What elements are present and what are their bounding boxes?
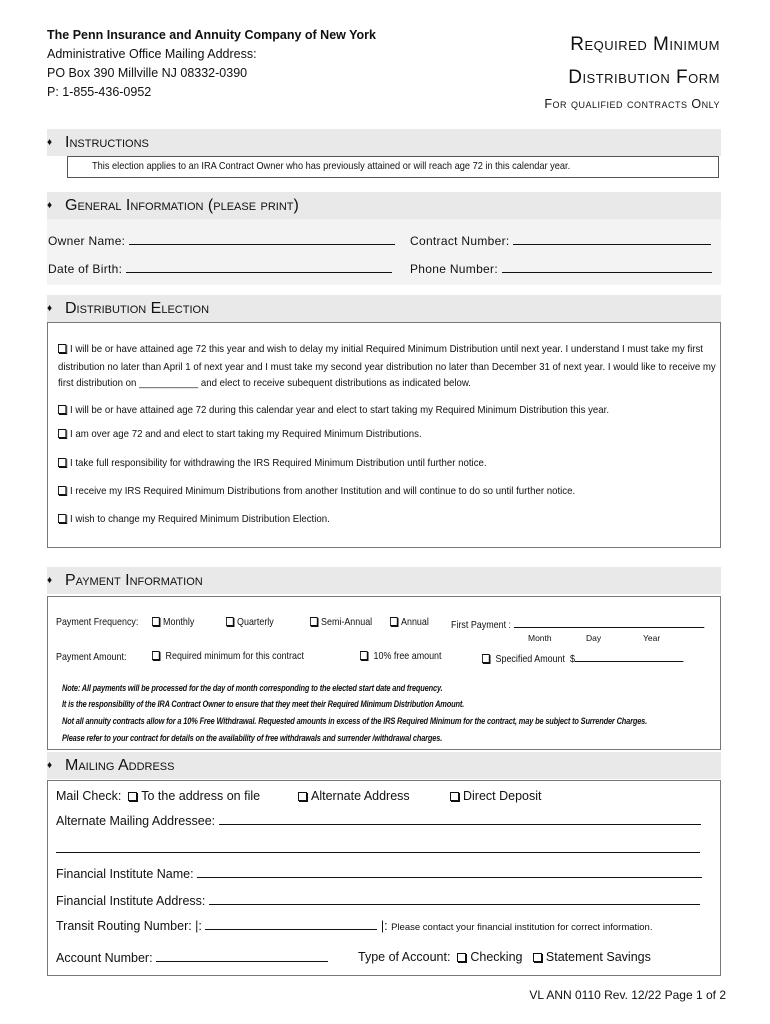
bullet-icon: ♦: [47, 200, 53, 211]
savings-checkbox[interactable]: [533, 953, 542, 962]
option-text: Semi-Annual: [321, 616, 373, 628]
day-caption: Day: [586, 633, 602, 643]
checkbox[interactable]: [58, 514, 66, 523]
contract-number-field[interactable]: [513, 233, 711, 245]
option-text: Direct Deposit: [463, 789, 542, 803]
option-text: Annual: [401, 616, 429, 628]
instructions-title: Instructions: [65, 134, 149, 151]
monthly-option[interactable]: [152, 616, 194, 628]
to-address-checkbox[interactable]: [128, 792, 137, 801]
dob-field[interactable]: [126, 261, 392, 273]
option-text: Quarterly: [237, 616, 274, 628]
payment-frequency-label: Payment Frequency:: [56, 616, 139, 628]
dollar-sign: $: [569, 653, 575, 665]
dob-label: Date of Birth:: [48, 262, 123, 276]
option-text: 10% free amount: [373, 650, 442, 662]
checkbox[interactable]: [58, 405, 66, 414]
distribution-option-change[interactable]: [58, 513, 330, 525]
instructions-heading: [47, 129, 721, 156]
specified-amount-option[interactable]: [482, 650, 684, 665]
option-text: Specified Amount: [495, 653, 565, 665]
distribution-option-delay-cont2: [58, 377, 471, 389]
checkbox[interactable]: [152, 651, 160, 660]
company-header: [47, 26, 376, 102]
phone-number-label: Phone Number:: [410, 262, 498, 276]
phone: P: 1-855-436-0952: [47, 85, 152, 99]
alternate-address-option[interactable]: [298, 789, 410, 803]
general-info-title: General Information (please print): [65, 197, 299, 214]
option-text: Monthly: [163, 616, 195, 628]
direct-deposit-option[interactable]: [450, 789, 542, 803]
institute-name-label: Financial Institute Name:: [56, 867, 194, 881]
instructions-text: This election applies to an IRA Contract Owner who has previously attained or will reach age 72 in this calendar year.: [92, 160, 571, 172]
payment-note-1: Note: All payments will be processed for the day of month corresponding to the elected start date and frequency.: [62, 683, 443, 694]
option-text: I will be or have attained age 72 this year and wish to delay my initial Required Minimum Distribution until next year. I understand I must take my first: [69, 343, 703, 355]
distribution-option-delay-cont: [58, 361, 716, 373]
option-text: I receive my IRS Required Minimum Distributions from another Institution and will continue to do so until further notice.: [69, 485, 576, 497]
instructions-box: [67, 156, 719, 178]
distribution-option-full-responsibility[interactable]: [58, 457, 487, 469]
checkbox[interactable]: [482, 654, 490, 663]
mailing-title: Mailing Address: [65, 757, 175, 774]
checkbox[interactable]: [450, 792, 459, 801]
checkbox[interactable]: [360, 651, 368, 660]
mail-check-row: [56, 789, 260, 803]
checkbox[interactable]: [58, 486, 66, 495]
checking-checkbox[interactable]: [457, 953, 466, 962]
option-text: Required minimum for this contract: [165, 650, 304, 662]
alternate-addressee-field-line2[interactable]: [56, 852, 700, 853]
month-caption: Month: [528, 633, 552, 643]
distribution-option-delay[interactable]: [58, 343, 703, 355]
option-text: I am over age 72 and and elect to start taking my Required Minimum Distributions.: [69, 428, 422, 440]
option-text: Alternate Address: [311, 789, 410, 803]
company-name: The Penn Insurance and Annuity Company of New York: [47, 28, 376, 42]
bullet-icon: ♦: [47, 137, 53, 148]
form-subtitle: For qualified contracts Only: [544, 97, 720, 111]
checkbox[interactable]: [310, 617, 318, 626]
address-label: Administrative Office Mailing Address:: [47, 47, 257, 61]
transit-routing-field[interactable]: [205, 918, 377, 930]
checkbox[interactable]: [390, 617, 398, 626]
savings-label: Statement Savings: [545, 950, 651, 964]
bullet-icon: ♦: [47, 303, 53, 314]
account-number-field[interactable]: [156, 950, 328, 962]
general-info-heading: [47, 192, 721, 219]
title-line-1: Required Minimum: [570, 34, 720, 55]
payment-heading: [47, 567, 721, 594]
transit-routing-label: Transit Routing Number: |:: [56, 919, 202, 933]
owner-name-row: [48, 233, 395, 248]
first-payment-field[interactable]: [514, 616, 704, 628]
owner-name-field[interactable]: [129, 233, 395, 245]
payment-note-3: Not all annuity contracts allow for a 10% Free Withdrawal. Requested amounts in excess of the IRS Required Minimum for the contract, may be subject to Surrender Charges.: [62, 716, 648, 727]
annual-option[interactable]: [390, 616, 429, 628]
bullet-icon: ♦: [47, 760, 53, 771]
page-footer: VL ANN 0110 Rev. 12/22 Page 1 of 2: [529, 988, 726, 1002]
mail-check-label: Mail Check:: [56, 789, 122, 803]
institute-name-field[interactable]: [197, 866, 702, 878]
semi-annual-option[interactable]: [310, 616, 372, 628]
option-text: I will be or have attained age 72 during this calendar year and elect to start taking my Required Minimum Distribution this year.: [69, 404, 610, 416]
contract-number-row: [410, 233, 711, 248]
required-minimum-option[interactable]: [152, 650, 304, 662]
po-box: PO Box 390 Millville NJ 08332-0390: [47, 66, 248, 80]
checkbox[interactable]: [226, 617, 234, 626]
institute-name-row: [56, 866, 702, 881]
payment-note-4: Please refer to your contract for details on the availability of free withdrawals and surrender /withdrawal charges.: [62, 733, 443, 744]
owner-name-label: Owner Name:: [48, 234, 126, 248]
free-amount-option[interactable]: [360, 650, 442, 662]
distribution-heading: [47, 295, 721, 322]
alternate-addressee-label: Alternate Mailing Addressee:: [56, 814, 216, 828]
checkbox[interactable]: [298, 792, 307, 801]
specified-amount-field[interactable]: [575, 650, 684, 662]
checkbox[interactable]: [58, 344, 66, 353]
institute-address-label: Financial Institute Address:: [56, 894, 206, 908]
form-title: [544, 28, 720, 114]
quarterly-option[interactable]: [226, 616, 274, 628]
mailing-heading: [47, 752, 721, 779]
phone-number-row: [410, 261, 712, 276]
first-payment-row: [451, 616, 704, 631]
contract-number-label: Contract Number:: [410, 234, 510, 248]
title-line-2: Distribution Form: [568, 67, 720, 88]
option-text: I take full responsibility for withdrawing the IRS Required Minimum Distribution until further notice.: [69, 457, 487, 469]
option-text: first distribution on ___________ and elect to receive subequent distributions as indicated below.: [58, 377, 471, 389]
dob-row: [48, 261, 392, 276]
checking-label: Checking: [470, 950, 523, 964]
bullet-icon: ♦: [47, 575, 53, 586]
alternate-addressee-row: [56, 813, 701, 828]
year-caption: Year: [643, 633, 661, 643]
checkbox[interactable]: [58, 458, 66, 467]
option-text: I wish to change my Required Minimum Distribution Election.: [69, 513, 330, 525]
account-type-row: [358, 950, 651, 964]
transit-note: Please contact your financial institution for correct information.: [391, 922, 653, 933]
payment-title: Payment Information: [65, 572, 203, 589]
distribution-option-this-year[interactable]: [58, 404, 609, 416]
transit-routing-end: |:: [380, 919, 388, 933]
first-payment-label: First Payment :: [451, 619, 512, 631]
transit-routing-row: [56, 918, 652, 933]
phone-number-field[interactable]: [502, 261, 712, 273]
payment-note-2: It is the responsibility of the IRA Contract Owner to ensure that they meet their Required Minimum Distribution Amount.: [62, 699, 465, 710]
account-number-row: [56, 950, 328, 965]
checkbox[interactable]: [152, 617, 160, 626]
checkbox[interactable]: [58, 429, 66, 438]
payment-amount-label: Payment Amount:: [56, 651, 127, 663]
account-number-label: Account Number:: [56, 951, 153, 965]
to-address-label: To the address on file: [141, 789, 261, 803]
institute-address-row: [56, 893, 700, 908]
distribution-title: Distribution Election: [65, 300, 210, 317]
institute-address-field[interactable]: [209, 893, 700, 905]
option-text: distribution no later than April 1 of next year and I must take my second year distribution no later than December 31 of next year. I would like to receive my: [58, 361, 716, 373]
account-type-label: Type of Account:: [358, 950, 451, 964]
alternate-addressee-field[interactable]: [219, 813, 701, 825]
distribution-option-over-72[interactable]: [58, 428, 422, 440]
distribution-option-another-institution[interactable]: [58, 485, 575, 497]
